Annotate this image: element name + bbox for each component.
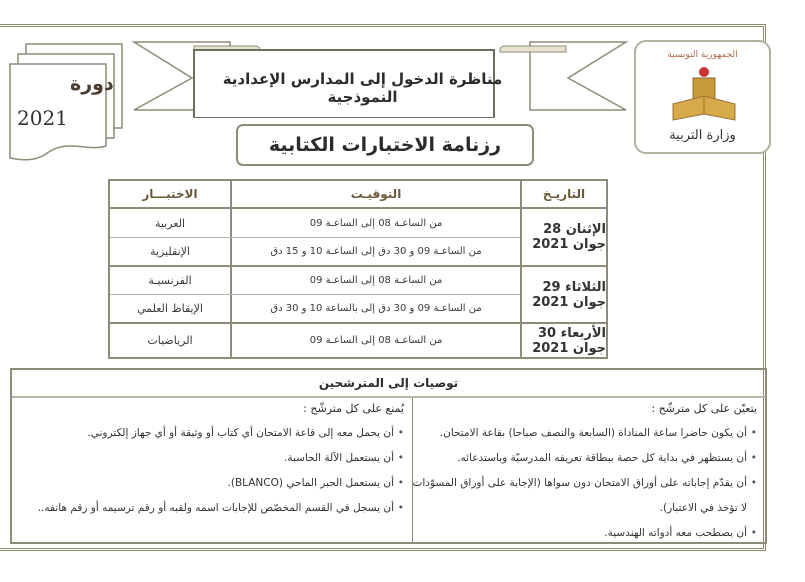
exam-date: الثلاثاء 29 جوان 2021 — [532, 279, 606, 310]
exam-subject: الفرنسيـة — [148, 274, 192, 287]
list-item: • أن يستظهر في بداية كل حصة ببطاقة تعريفه المدرسيّة وباستدعائه. — [422, 446, 757, 471]
list-item: • أن يحمل معه إلى قاعة الامتحان أي كتاب أو وثيقة أو أي جهاز إلكتروني. — [20, 421, 404, 446]
exam-time: من الساعـة 08 إلى الساعـة 09 — [309, 217, 443, 229]
header-date: التاريـخ — [542, 187, 586, 201]
list-item: • أن يستعمل الحبر الماحي (BLANCO). — [20, 471, 404, 496]
header-exam: الاختبـــار — [142, 187, 198, 201]
session-label: دورة — [70, 73, 114, 95]
list-item: • أن يصطحب معه أدواته الهندسية. — [422, 521, 757, 546]
exam-time: من الساعـة 09 و 30 دق إلى الساعـة 10 و 15 دق — [270, 246, 482, 257]
list-item: • أن يستعمل الآلة الحاسبة. — [20, 446, 404, 471]
forbidden-list — [12, 398, 412, 542]
session-year: 2021 — [17, 106, 68, 130]
column-divider — [412, 398, 413, 542]
forbidden-heading: يُمنع على كل مترشّح : — [303, 402, 404, 415]
exam-time: من الساعـة 08 إلى الساعـة 09 — [309, 275, 443, 286]
page-title: رزنامة الاختبارات الكتابية — [268, 134, 502, 156]
exam-subject: الرياضيات — [147, 334, 193, 347]
logo-bottom-text: وزارة التربية — [669, 128, 736, 143]
list-item: • أن يكون حاضرا ساعة المناداة (السابعة والنصف صباحا) بقاعة الامتحان. — [422, 421, 757, 446]
exam-time: من الساعـة 09 و 30 دق إلى بالساعة 10 و 30 دق — [270, 303, 482, 314]
subtitle-box — [236, 124, 534, 166]
exam-subject: الإنقليزية — [150, 245, 190, 258]
exam-subject: الإيقاظ العلمي — [137, 302, 203, 315]
must-do-list — [414, 398, 765, 542]
header-time: التوقيـت — [350, 187, 402, 201]
logo-top-text: الجمهورية التونسية — [667, 50, 738, 60]
must-do-heading: يتعيّن على كل مترشّح : — [651, 402, 757, 415]
exam-subject: العربية — [154, 216, 186, 230]
book-emblem-icon — [671, 64, 737, 126]
list-item: لا تؤخذ في الاعتبار). — [659, 502, 747, 514]
recommendations-box — [10, 368, 767, 544]
ministry-logo — [634, 40, 771, 154]
list-item: • أن يقدّم إجاباته على أوراق الامتحان دون سواها (الإجابة على أوراق المسوّدات — [422, 471, 757, 496]
list-item: • أن يسجل في القسم المخصّص للإجابات اسمه ولقبه أو رقم ترسيمه أو رقم هاتفه.. — [20, 496, 404, 521]
banner-title: مناظرة الدخول إلى المدارس الإعدادية النموذجية — [222, 70, 503, 106]
exam-schedule-table — [108, 179, 608, 359]
exam-time: من الساعـة 08 إلى الساعـة 09 — [309, 335, 443, 346]
exam-date: الأربعاء 30 جوان 2021 — [532, 325, 606, 356]
exam-date: الإثنان 28 جوان 2021 — [532, 222, 606, 252]
recommendations-title: توصيات إلى المترشحين — [12, 370, 765, 398]
